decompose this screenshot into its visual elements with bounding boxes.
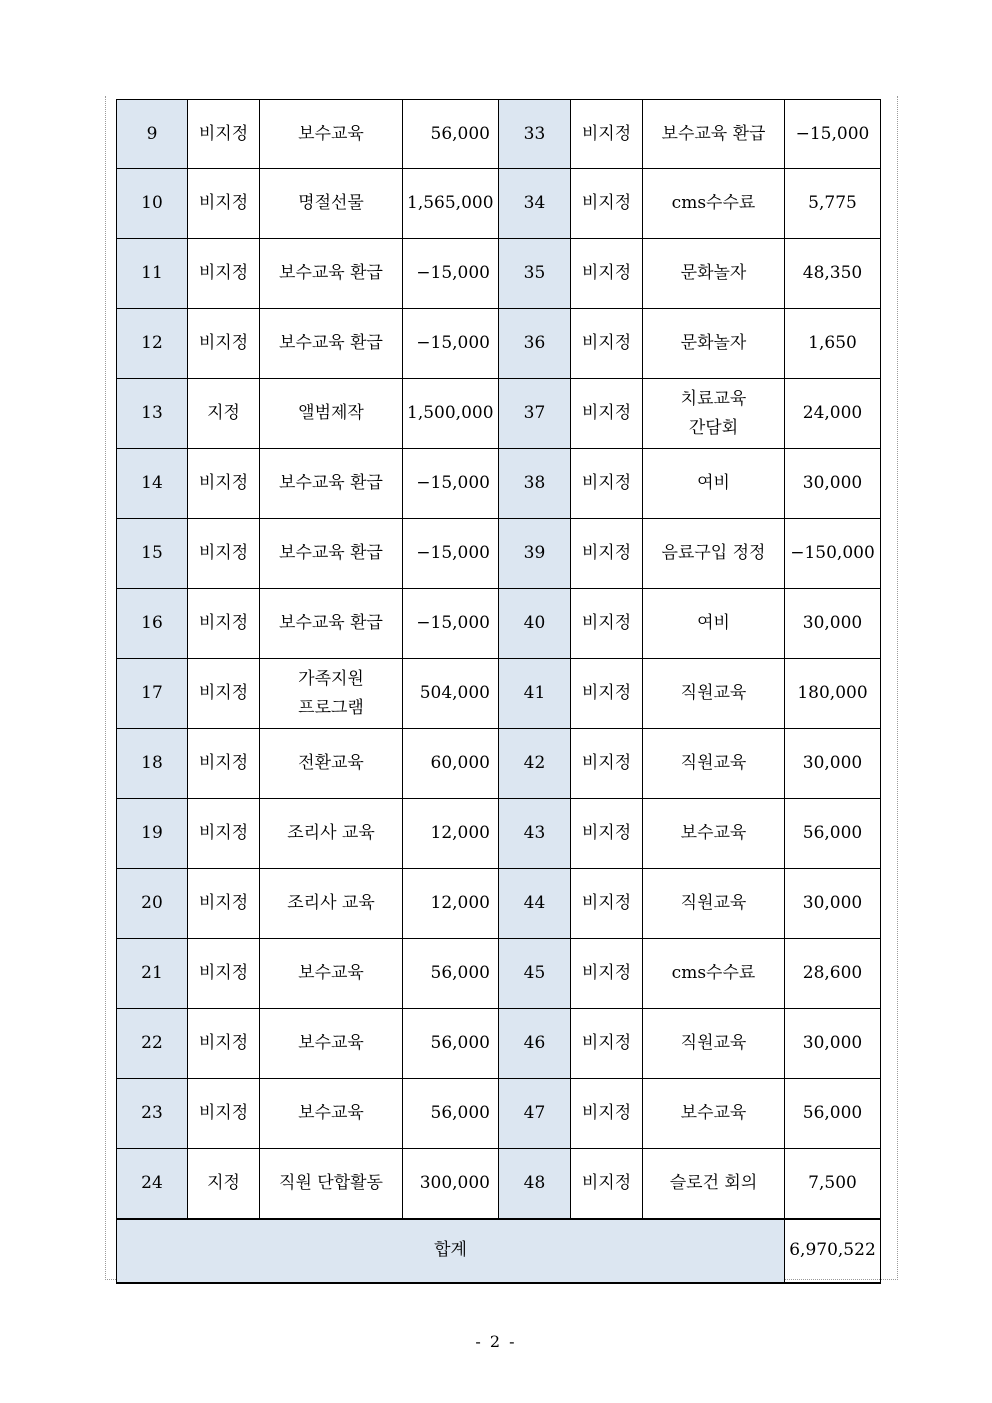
designation-cell: 비지정 [188, 659, 260, 729]
total-label: 합계 [117, 1219, 785, 1283]
designation-cell: 비지정 [188, 169, 260, 239]
description-cell: 보수교육 [260, 1009, 403, 1079]
item-number-cell: 38 [499, 449, 571, 519]
designation-cell: 비지정 [571, 1079, 643, 1149]
description-cell: 가족지원 프로그램 [260, 659, 403, 729]
amount-cell: −15,000 [403, 239, 499, 309]
item-number-cell: 20 [117, 869, 188, 939]
amount-cell: 56,000 [403, 100, 499, 169]
item-number-cell: 14 [117, 449, 188, 519]
expense-table [116, 99, 881, 1284]
description-cell: 직원교육 [643, 659, 785, 729]
item-number-cell: 41 [499, 659, 571, 729]
description-cell: 보수교육 [260, 1079, 403, 1149]
designation-cell: 비지정 [188, 729, 260, 799]
amount-cell: −15,000 [785, 100, 881, 169]
designation-cell: 비지정 [571, 239, 643, 309]
description-cell: 보수교육 환급 [260, 449, 403, 519]
amount-cell: −150,000 [785, 519, 881, 589]
description-cell: 여비 [643, 449, 785, 519]
description-cell: 보수교육 [643, 799, 785, 869]
amount-cell: 30,000 [785, 1009, 881, 1079]
total-value: 6,970,522 [785, 1219, 881, 1283]
description-cell: 조리사 교육 [260, 799, 403, 869]
description-cell: 문화놀자 [643, 239, 785, 309]
amount-cell: 7,500 [785, 1149, 881, 1219]
table-row [117, 1149, 881, 1219]
designation-cell: 비지정 [571, 449, 643, 519]
item-number-cell: 23 [117, 1079, 188, 1149]
designation-cell: 비지정 [571, 1149, 643, 1219]
item-number-cell: 39 [499, 519, 571, 589]
designation-cell: 비지정 [188, 589, 260, 659]
description-cell: 보수교육 [260, 939, 403, 1009]
description-cell: 치료교육 간담회 [643, 379, 785, 449]
designation-cell: 지정 [188, 1149, 260, 1219]
table-row [117, 659, 881, 729]
amount-cell: 56,000 [785, 799, 881, 869]
amount-cell: 12,000 [403, 799, 499, 869]
amount-cell: −15,000 [403, 589, 499, 659]
item-number-cell: 10 [117, 169, 188, 239]
designation-cell: 비지정 [571, 659, 643, 729]
description-cell: 보수교육 [643, 1079, 785, 1149]
item-number-cell: 47 [499, 1079, 571, 1149]
table-row [117, 519, 881, 589]
description-cell: 직원교육 [643, 1009, 785, 1079]
designation-cell: 비지정 [571, 589, 643, 659]
table-row [117, 729, 881, 799]
description-cell: 보수교육 환급 [260, 519, 403, 589]
designation-cell: 비지정 [571, 869, 643, 939]
designation-cell: 비지정 [188, 449, 260, 519]
description-cell: 보수교육 환급 [643, 100, 785, 169]
amount-cell: 60,000 [403, 729, 499, 799]
amount-cell: −15,000 [403, 309, 499, 379]
description-cell: 보수교육 환급 [260, 309, 403, 379]
table-row [117, 799, 881, 869]
amount-cell: −15,000 [403, 449, 499, 519]
amount-cell: 180,000 [785, 659, 881, 729]
designation-cell: 비지정 [571, 799, 643, 869]
item-number-cell: 43 [499, 799, 571, 869]
amount-cell: 56,000 [403, 939, 499, 1009]
item-number-cell: 21 [117, 939, 188, 1009]
description-cell: cms수수료 [643, 939, 785, 1009]
item-number-cell: 15 [117, 519, 188, 589]
amount-cell: 12,000 [403, 869, 499, 939]
description-cell: 앨범제작 [260, 379, 403, 449]
table-row [117, 1079, 881, 1149]
description-cell: 조리사 교육 [260, 869, 403, 939]
designation-cell: 비지정 [571, 100, 643, 169]
amount-cell: −15,000 [403, 519, 499, 589]
amount-cell: 28,600 [785, 939, 881, 1009]
item-number-cell: 45 [499, 939, 571, 1009]
table-row [117, 869, 881, 939]
item-number-cell: 19 [117, 799, 188, 869]
designation-cell: 비지정 [188, 519, 260, 589]
description-cell: 전환교육 [260, 729, 403, 799]
description-cell: 음료구입 정정 [643, 519, 785, 589]
amount-cell: 30,000 [785, 869, 881, 939]
designation-cell: 비지정 [571, 519, 643, 589]
amount-cell: 56,000 [403, 1009, 499, 1079]
amount-cell: 1,650 [785, 309, 881, 379]
item-number-cell: 17 [117, 659, 188, 729]
description-cell: 슬로건 회의 [643, 1149, 785, 1219]
designation-cell: 비지정 [188, 799, 260, 869]
item-number-cell: 16 [117, 589, 188, 659]
amount-cell: 30,000 [785, 589, 881, 659]
designation-cell: 비지정 [571, 309, 643, 379]
amount-cell: 30,000 [785, 729, 881, 799]
designation-cell: 비지정 [571, 379, 643, 449]
table-row [117, 1009, 881, 1079]
item-number-cell: 36 [499, 309, 571, 379]
amount-cell: 1,565,000 [403, 169, 499, 239]
description-cell: 명절선물 [260, 169, 403, 239]
description-cell: 문화놀자 [643, 309, 785, 379]
description-cell: 직원교육 [643, 729, 785, 799]
description-cell: cms수수료 [643, 169, 785, 239]
amount-cell: 300,000 [403, 1149, 499, 1219]
designation-cell: 비지정 [188, 1079, 260, 1149]
item-number-cell: 13 [117, 379, 188, 449]
designation-cell: 비지정 [571, 1009, 643, 1079]
designation-cell: 비지정 [188, 869, 260, 939]
amount-cell: 56,000 [785, 1079, 881, 1149]
amount-cell: 56,000 [403, 1079, 499, 1149]
designation-cell: 비지정 [571, 169, 643, 239]
designation-cell: 비지정 [188, 100, 260, 169]
description-cell: 보수교육 환급 [260, 589, 403, 659]
item-number-cell: 42 [499, 729, 571, 799]
designation-cell: 지정 [188, 379, 260, 449]
table-row [117, 169, 881, 239]
item-number-cell: 35 [499, 239, 571, 309]
item-number-cell: 18 [117, 729, 188, 799]
table-row [117, 100, 881, 169]
table-row [117, 939, 881, 1009]
designation-cell: 비지정 [571, 729, 643, 799]
amount-cell: 24,000 [785, 379, 881, 449]
designation-cell: 비지정 [188, 939, 260, 1009]
description-cell: 보수교육 [260, 100, 403, 169]
item-number-cell: 46 [499, 1009, 571, 1079]
description-cell: 여비 [643, 589, 785, 659]
designation-cell: 비지정 [188, 1009, 260, 1079]
designation-cell: 비지정 [571, 939, 643, 1009]
item-number-cell: 40 [499, 589, 571, 659]
description-cell: 직원교육 [643, 869, 785, 939]
amount-cell: 504,000 [403, 659, 499, 729]
amount-cell: 5,775 [785, 169, 881, 239]
table-row [117, 449, 881, 519]
item-number-cell: 34 [499, 169, 571, 239]
table-row [117, 239, 881, 309]
total-row [117, 1219, 881, 1283]
item-number-cell: 44 [499, 869, 571, 939]
designation-cell: 비지정 [188, 239, 260, 309]
description-cell: 직원 단합활동 [260, 1149, 403, 1219]
item-number-cell: 37 [499, 379, 571, 449]
table-row [117, 309, 881, 379]
item-number-cell: 24 [117, 1149, 188, 1219]
expense-table-body [117, 100, 881, 1283]
amount-cell: 1,500,000 [403, 379, 499, 449]
item-number-cell: 33 [499, 100, 571, 169]
item-number-cell: 22 [117, 1009, 188, 1079]
designation-cell: 비지정 [188, 309, 260, 379]
amount-cell: 48,350 [785, 239, 881, 309]
item-number-cell: 11 [117, 239, 188, 309]
item-number-cell: 9 [117, 100, 188, 169]
item-number-cell: 12 [117, 309, 188, 379]
table-row [117, 589, 881, 659]
table-row [117, 379, 881, 449]
page-number: - 2 - [475, 1332, 517, 1351]
amount-cell: 30,000 [785, 449, 881, 519]
item-number-cell: 48 [499, 1149, 571, 1219]
description-cell: 보수교육 환급 [260, 239, 403, 309]
